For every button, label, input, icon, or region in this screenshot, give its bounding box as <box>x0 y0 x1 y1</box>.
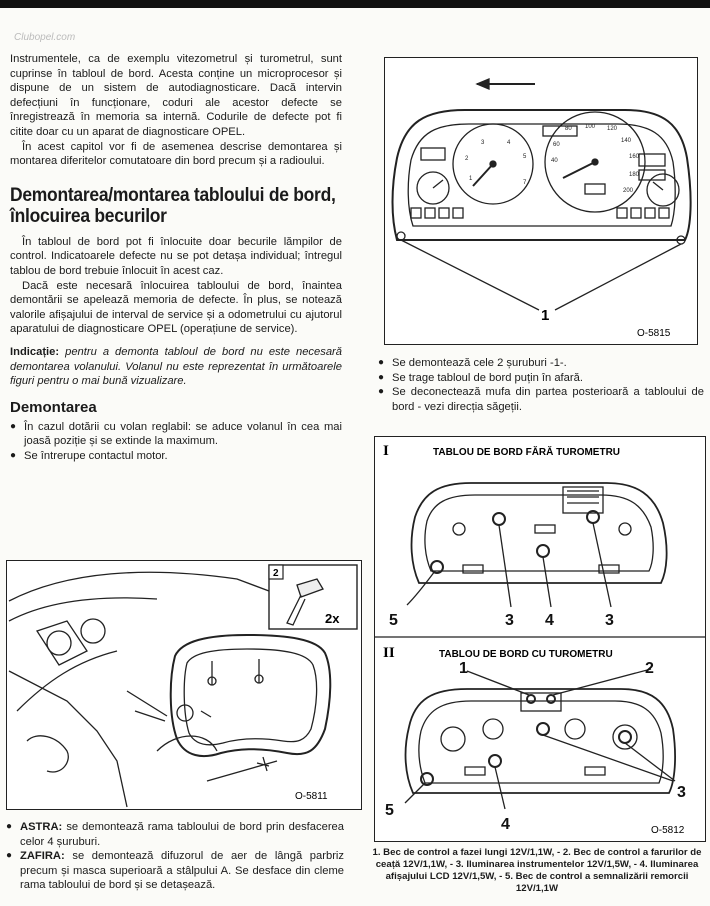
inset-quantity: 2x <box>325 611 340 626</box>
subheading-removal: Demontarea <box>10 398 97 416</box>
section-heading: Demontarea/montarea tabloului de bord, înlocuirea becurilor <box>10 184 336 227</box>
body-paragraph-2: Dacă este necesară înlocuirea tabloului de bord, înaintea demontării se apelează memoria de defecte. În plus, se notează valorile afișajului de interval de service și a odometrului cu ajutorul aparatului de diagnosticare OPEL (operațiune de service). <box>10 279 342 336</box>
note-label: Indicație: <box>10 345 60 358</box>
panel-2-label-1: 1 <box>459 660 468 677</box>
panel-1-label-5: 5 <box>389 612 398 629</box>
inset-number: 2 <box>273 568 279 579</box>
panel-2-label-2: 2 <box>645 660 654 677</box>
svg-text:120: 120 <box>607 126 618 132</box>
figure-dashboard-removal <box>6 560 362 810</box>
note-text: pentru a demonta tabloul de bord nu este necesară demontarea volanului. Volanul nu este reprezentat în următoarele figuri pentru o mai bună vizualizare. <box>10 345 342 388</box>
cluster-removal-steps <box>378 356 704 414</box>
intro-paragraph-2: În acest capitol vor fi de asemenea descrise demontarea și montarea diferitelor comutatoare din bord precum și a radioului. <box>10 140 342 168</box>
panel-2-label-3: 3 <box>677 784 686 801</box>
figure-bulb-locations <box>374 436 706 842</box>
list-item: ● Se demontează cele 2 șuruburi -1-. <box>378 356 704 371</box>
list-item: ● Se întrerupe contactul motor. <box>10 449 342 464</box>
panel-1-label-3a: 3 <box>505 612 514 629</box>
top-rule <box>0 0 710 8</box>
callout-1: 1 <box>541 307 550 324</box>
panel-2-title: TABLOU DE BORD CU TUROMETRU <box>439 649 613 660</box>
panel-1-title: TABLOU DE BORD FĂRĂ TUROMETRU <box>433 447 621 458</box>
figure-code: O-5815 <box>637 328 671 339</box>
svg-text:60: 60 <box>553 142 560 148</box>
svg-text:40: 40 <box>551 158 558 164</box>
intro-paragraph-1: Instrumentele, ca de exemplu vitezometrul și turometrul, sunt cuprinse în tabloul de bord. Acesta conține un microprocesor și dispune de un sistem de autodiagnosticare. Dacă intervin defecțiuni în funcționare, coduri ale acestor defecte se înregistrează în memoria sa internă. Codurile de defecte pot fi citite doar cu un aparat de diagnosticare OPEL. <box>10 53 342 138</box>
list-item <box>6 849 344 893</box>
svg-text:4: 4 <box>507 140 511 146</box>
panel-2-label-5: 5 <box>385 802 394 819</box>
svg-text:5: 5 <box>523 154 527 160</box>
bulb-locations-illustration <box>375 437 705 841</box>
step-label: ASTRA: <box>20 821 63 833</box>
trim-removal-steps <box>6 820 344 893</box>
panel-1-label-4: 4 <box>545 612 554 629</box>
body-paragraph-1: În tabloul de bord pot fi înlocuite doar becurile lămpilor de control. Indicatoarele defecte nu se pot detașa individual; întregul tablou de bord trebuie înlocuit în acest caz. <box>10 235 342 277</box>
note-paragraph <box>10 345 342 389</box>
svg-text:160: 160 <box>629 154 640 160</box>
dashboard-illustration <box>7 561 361 809</box>
panel-1-roman: I <box>383 443 389 459</box>
svg-text:7: 7 <box>523 180 527 186</box>
svg-text:80: 80 <box>565 126 572 132</box>
figure-code: O-5811 <box>295 791 328 802</box>
watermark: Clubopel.com <box>14 32 76 43</box>
instrument-cluster-illustration <box>385 58 697 344</box>
panel-1-label-3b: 3 <box>605 612 614 629</box>
left-column <box>10 52 342 463</box>
svg-text:2: 2 <box>465 156 469 162</box>
list-item <box>6 820 344 849</box>
removal-steps <box>10 420 342 464</box>
svg-text:1: 1 <box>469 176 473 182</box>
step-label: ZAFIRA: <box>20 850 65 863</box>
svg-text:3: 3 <box>481 140 485 146</box>
list-item: ● Se deconectează mufa din partea posterioară a tabloului de bord - vezi direcția săgeții. <box>378 385 704 414</box>
figure-caption: 1. Bec de control a fazei lungi 12V/1,1W, - 2. Bec de control a farurilor de ceață 12V/1,1W, - 3. Iluminarea instrumentelor 12V/1,5W, - 4. Iluminarea afișajului LCD 12V/1,5W, - 5. Bec de control a semnalizării remorcii 12V/1,1W <box>372 847 702 894</box>
step-text: se demontează difuzorul de aer de lângă parbriz precum și masca superioară a stâlpului A. Se desface din cleme rama tabloului de bord și se detașează. <box>20 850 345 892</box>
svg-text:200: 200 <box>623 188 634 194</box>
svg-text:100: 100 <box>585 124 596 130</box>
list-item: ● În cazul dotării cu volan reglabil: se aduce volanul în cea mai joasă poziție și se extinde la maximum. <box>10 420 342 449</box>
svg-text:180: 180 <box>629 172 640 178</box>
figure-instrument-cluster-screws <box>384 57 698 345</box>
list-item: ● Se trage tabloul de bord puțin în afară. <box>378 371 704 386</box>
step-text: se demontează rama tabloului de bord prin desfacerea celor 4 șuruburi. <box>20 821 345 848</box>
figure-code: O-5812 <box>651 825 685 836</box>
panel-2-label-4: 4 <box>501 816 510 833</box>
svg-text:140: 140 <box>621 138 632 144</box>
panel-2-roman: II <box>383 645 395 661</box>
